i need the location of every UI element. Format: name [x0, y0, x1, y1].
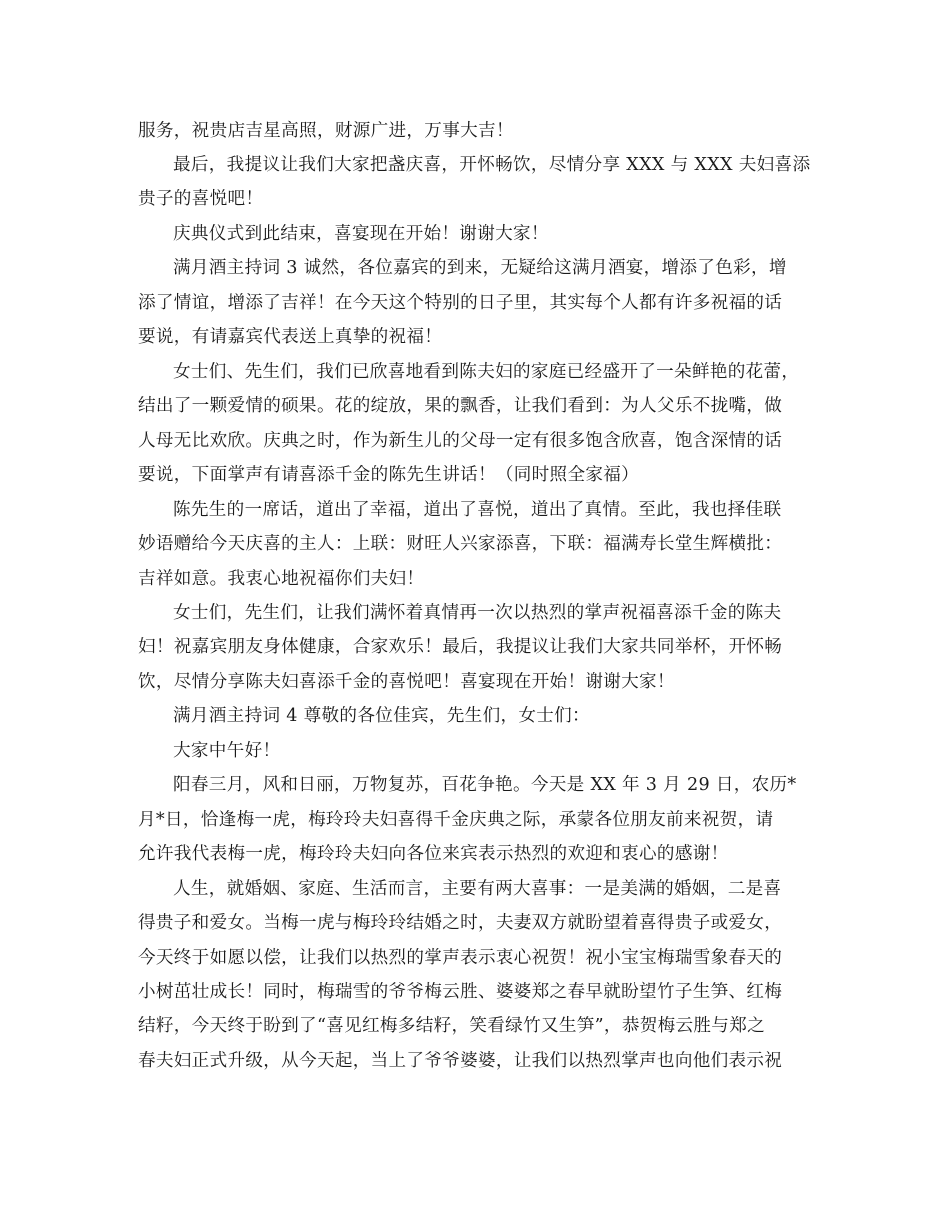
text-line: 得贵子和爱女。当梅一虎与梅玲玲结婚之时，夫妻双方就盼望着喜得贵子或爱女，: [138, 913, 783, 933]
text-line: 满月酒主持词 4 尊敬的各位佳宾，先生们，女士们：: [173, 706, 590, 726]
text-line: 最后，我提议让我们大家把盏庆喜，开怀畅饮，尽情分享 XXX 与 XXX 夫妇喜添: [173, 155, 811, 175]
text-line: 贵子的喜悦吧！: [138, 189, 264, 209]
text-line: 庆典仪式到此结束，喜宴现在开始！谢谢大家！: [173, 224, 549, 244]
text-line: 饮，尽情分享陈夫妇喜添千金的喜悦吧！喜宴现在开始！谢谢大家！: [138, 672, 675, 692]
text-line: 阳春三月，风和日丽，万物复苏，百花争艳。今天是 XX 年 3 月 29 日，农历*: [173, 775, 797, 795]
text-line: 结出了一颗爱情的硕果。花的绽放，果的飘香，让我们看到：为人父乐不拢嘴，做: [138, 396, 783, 416]
text-line: 陈先生的一席话，道出了幸福，道出了喜悦，道出了真情。至此，我也择佳联: [173, 500, 782, 520]
text-line: 妇！祝嘉宾朋友身体健康，合家欢乐！最后，我提议让我们大家共同举杯，开怀畅: [138, 637, 783, 657]
text-line: 人生，就婚姻、家庭、生活而言，主要有两大喜事：一是美满的婚姻，二是喜: [173, 879, 782, 899]
text-line: 月*日，恰逢梅一虎，梅玲玲夫妇喜得千金庆典之际，承蒙各位朋友前来祝贺，请: [138, 810, 774, 830]
text-line: 添了情谊，增添了吉祥！在今天这个特别的日子里，其实每个人都有许多祝福的话: [138, 293, 783, 313]
text-line: 满月酒主持词 3 诚然，各位嘉宾的到来，无疑给这满月酒宴，增添了色彩，增: [173, 258, 787, 278]
text-line: 今天终于如愿以偿，让我们以热烈的掌声表示衷心祝贺！祝小宝宝梅瑞雪象春天的: [138, 948, 783, 968]
text-line: 妙语赠给今天庆喜的主人：上联：财旺人兴家添喜，下联：福满寿长堂生辉横批：: [138, 534, 783, 554]
text-line: 结籽，今天终于盼到了“喜见红梅多结籽，笑看绿竹又生笋”，恭贺梅云胜与郑之: [138, 1016, 765, 1036]
text-line: 小树茁壮成长！同时，梅瑞雪的爷爷梅云胜、婆婆郑之春早就盼望竹子生笋、红梅: [138, 982, 783, 1002]
text-line: 女士们、先生们，我们已欣喜地看到陈夫妇的家庭已经盛开了一朵鲜艳的花蕾，: [173, 362, 800, 382]
text-line: 吉祥如意。我衷心地祝福你们夫妇！: [138, 569, 425, 589]
text-line: 大家中午好！: [173, 741, 281, 761]
text-line: 女士们，先生们，让我们满怀着真情再一次以热烈的掌声祝福喜添千金的陈夫: [173, 603, 782, 623]
text-line: 春夫妇正式升级，从今天起，当上了爷爷婆婆，让我们以热烈掌声也向他们表示祝: [138, 1051, 783, 1071]
text-line: 要说，下面掌声有请喜添千金的陈先生讲话！（同时照全家福）: [138, 465, 640, 485]
text-line: 允许我代表梅一虎，梅玲玲夫妇向各位来宾表示热烈的欢迎和衷心的感谢！: [138, 844, 729, 864]
text-line: 服务，祝贵店吉星高照，财源广进，万事大吉！: [138, 121, 514, 141]
text-line: 人母无比欢欣。庆典之时，作为新生儿的父母一定有很多饱含欣喜，饱含深情的话: [138, 431, 783, 451]
text-line: 要说，有请嘉宾代表送上真挚的祝福！: [138, 327, 443, 347]
